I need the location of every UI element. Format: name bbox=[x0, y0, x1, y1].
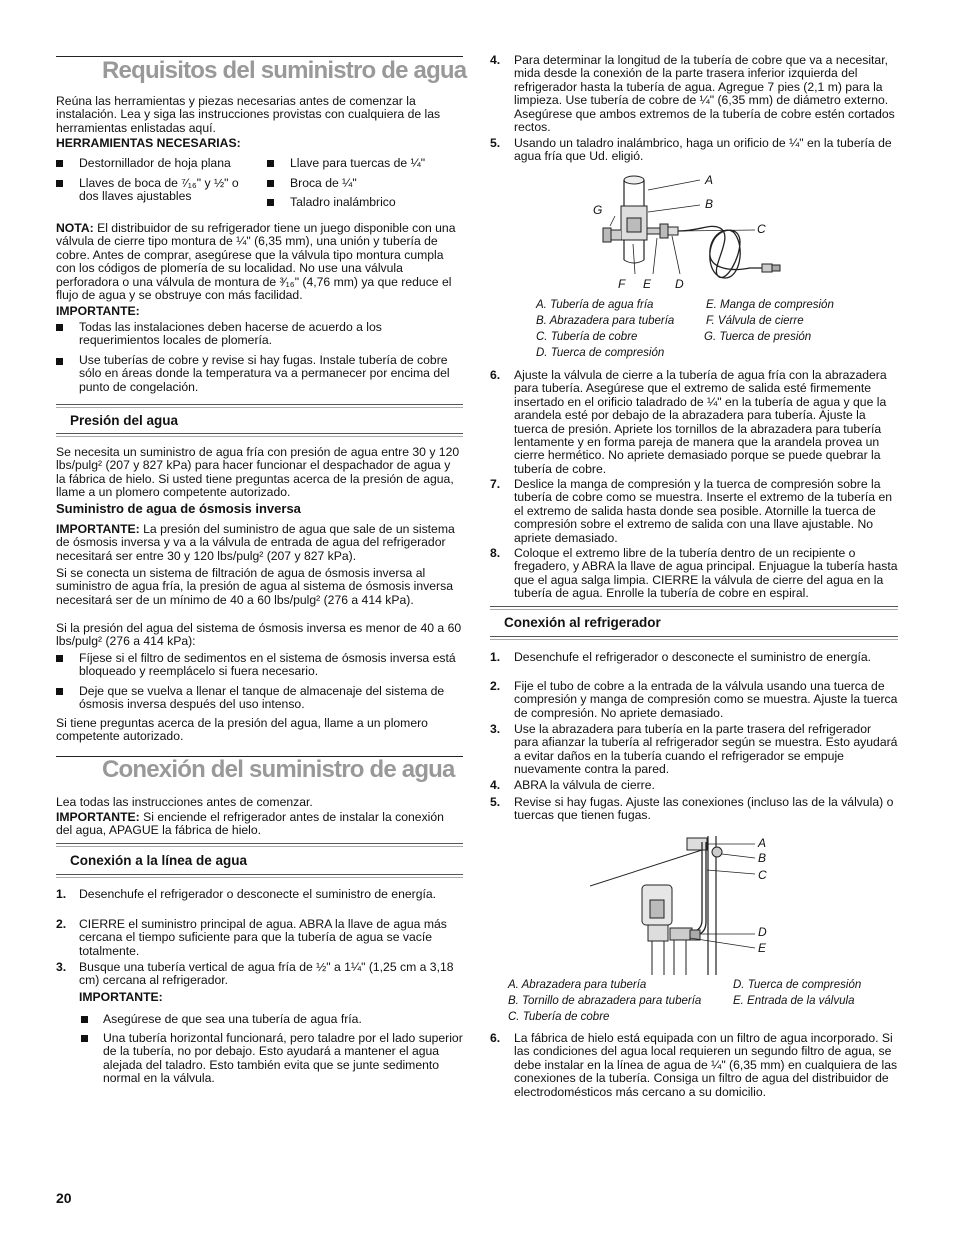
subsection-title-linea: Conexión a la línea de agua bbox=[70, 853, 248, 868]
step-number: 2. bbox=[490, 679, 501, 693]
presion-paragraph: Se necesita un suministro de agua fría con presión de agua entre 30 y 120 lbs/pulg² (207 y 827 kPa) para hacer funcionar el despachador de agua y la fábrica de hielo. Si usted tiene preguntas acerca de la presión de agua, llame a un plomero competente autorizado. bbox=[56, 445, 460, 500]
fig2-label-b: B bbox=[758, 851, 767, 865]
bullet-icon bbox=[56, 180, 63, 187]
bullet-icon bbox=[267, 180, 274, 187]
importante-text: Si enciende el refrigerador antes de instalar la conexión del agua, APAGUE la fábrica de hielo. bbox=[56, 810, 444, 838]
step-number: 3. bbox=[490, 722, 501, 736]
step-text: Ajuste la válvula de cierre a la tubería de agua fría con la abrazadera para tubería. Asegúrese que el extremo de salida esté firmemente insertado en el orificio taladrado de ¼" en la tubería de agua y que la arandela esté por debajo de la abrazadera para tubería. Ajuste la tuerca de presión. Apriete los tornillos de la abrazadera para tubería lentamente y en forma pareja de manera que la arandela provea un cierre hermético. No apriete demasiado porque se puede quebrar la tubería de cobre. bbox=[514, 368, 887, 476]
subsection-rule bbox=[490, 636, 898, 640]
step-text: Revise si hay fugas. Ajuste las conexiones (incluso las de la válvula) o tuercas que tienen fugas. bbox=[514, 795, 894, 823]
subsection-title-presion: Presión del agua bbox=[70, 413, 179, 428]
step-number: 5. bbox=[490, 136, 501, 150]
fig1-label-f: F bbox=[618, 277, 626, 291]
fig2-label-c: C bbox=[758, 868, 767, 882]
section-title-conexion: Conexión del suministro de agua bbox=[102, 756, 455, 783]
bullet-icon bbox=[56, 655, 63, 662]
importante-label: IMPORTANTE: bbox=[56, 522, 140, 536]
step-text: Deslice la manga de compresión y la tuerca de compresión sobre la tubería de cobre como se muestra. Inserte el extremo de la tubería en el extremo de salida hasta donde sea posible. Atornille la tuerca de compresión sobre el extremo de salida con una llave ajustable. No apriete demasiado. bbox=[514, 477, 893, 545]
fig1-label-c: C bbox=[757, 222, 766, 236]
fig1-label-d: D bbox=[675, 277, 684, 291]
fig1-label-b: B bbox=[705, 197, 714, 211]
fig1-caption: E. Manga de compresión bbox=[706, 299, 834, 311]
nota-text: El distribuidor de su refrigerador tiene un juego disponible con una válvula de cierre tipo montura de ¼" (6,35 mm), una unión y tubería de cobre. Antes de comprar, asegúrese que la válvula tipo montura cumpla con los códigos de plomería de su localidad. No use una válvula perforadora o una válvula de montura de ³⁄₁₆" (4,76 mm) ya que reduce el flujo de agua y se obstruye con más facilidad. bbox=[56, 221, 456, 303]
subsection-rule bbox=[490, 606, 898, 610]
subsection-rule bbox=[56, 433, 463, 437]
importante-label: IMPORTANTE: bbox=[79, 990, 163, 1004]
step-number: 7. bbox=[490, 477, 501, 491]
nota-paragraph bbox=[56, 222, 463, 302]
osmosis-importante bbox=[56, 523, 463, 563]
step-number: 1. bbox=[490, 650, 501, 664]
fig1-label-g: G bbox=[593, 203, 603, 217]
tool-item: Broca de ¼" bbox=[290, 176, 357, 190]
subsection-rule bbox=[56, 874, 463, 878]
importante-label: IMPORTANTE: bbox=[56, 810, 140, 824]
step-number: 6. bbox=[490, 1031, 501, 1045]
fig1-caption: D. Tuerca de compresión bbox=[536, 347, 665, 359]
osmosis-bullet: Deje que se vuelva a llenar el tanque de almacenaje del sistema de ósmosis inversa después del uso intenso. bbox=[79, 684, 445, 712]
presion-closing: Si tiene preguntas acerca de la presión del agua, llame a un plomero competente autorizado. bbox=[56, 716, 428, 744]
step-text: La fábrica de hielo está equipada con un filtro de agua incorporado. Si las condiciones del agua local requieren un segundo filtro de agua, se debe instalar en la línea de agua de ¼" (6,35 mm) en cualquiera de las conexiones de la tubería. Consiga un filtro de agua del distribuidor de electrodomésticos más cercano a su domicilio. bbox=[514, 1031, 898, 1099]
step3-bullet: Asegúrese de que sea una tubería de agua fría. bbox=[103, 1012, 362, 1026]
req-bullet: Todas las instalaciones deben hacerse de acuerdo a los requerimientos locales de plomería. bbox=[79, 320, 382, 348]
step-number: 4. bbox=[490, 53, 501, 67]
subsection-rule bbox=[56, 843, 463, 847]
step-number: 5. bbox=[490, 795, 501, 809]
fig1-caption: C. Tubería de cobre bbox=[536, 331, 638, 343]
conexion-intro: Lea todas las instrucciones antes de comenzar. bbox=[56, 795, 313, 809]
step-number: 2. bbox=[56, 917, 67, 931]
osmosis-paragraph: Si la presión del agua del sistema de ósmosis inversa es menor de 40 a 60 lbs/pulg² (276 a 414 kPa): bbox=[56, 621, 462, 649]
bullet-icon bbox=[267, 199, 274, 206]
tool-item: Destornillador de hoja plana bbox=[79, 156, 231, 170]
fig2-caption: B. Tornillo de abrazadera para tubería bbox=[508, 995, 702, 1007]
step-text: Fije el tubo de cobre a la entrada de la válvula usando una tuerca de compresión y manga de compresión como se muestra. Ajuste la tuerca de compresión. No apriete demasiado. bbox=[514, 679, 898, 720]
fig1-caption: B. Abrazadera para tubería bbox=[536, 315, 675, 327]
fig2-label-d: D bbox=[758, 925, 767, 939]
fig1-label-e: E bbox=[643, 277, 652, 291]
section-title-requisitos: Requisitos del suministro de agua bbox=[102, 57, 467, 84]
nota-label: NOTA: bbox=[56, 221, 94, 235]
step-number: 3. bbox=[56, 960, 67, 974]
fig2-caption: E. Entrada de la válvula bbox=[733, 995, 855, 1007]
step-text: Para determinar la longitud de la tubería de cobre que va a necesitar, mida desde la conexión de la parte trasera inferior izquierda del refrigerador hasta la tubería de agua. Agregue 7 pies (2,1 m) para la limpieza. Use tubería de cobre de ¼" (6,35 mm) de diámetro externo. Asegúrese que ambos extremos de la tubería de cobre estén cortados rectos. bbox=[514, 53, 895, 135]
bullet-icon bbox=[56, 358, 63, 365]
fig2-label-e: E bbox=[758, 941, 767, 955]
step-number: 4. bbox=[490, 778, 501, 792]
bullet-icon bbox=[81, 1035, 88, 1042]
step-text: Usando un taladro inalámbrico, haga un orificio de ¼" en la tubería de agua fría que Ud. eligió. bbox=[514, 136, 892, 164]
step-text: Use la abrazadera para tubería en la parte trasera del refrigerador para afianzar la tubería al refrigerador según se muestra. Esto ayudará a evitar daños en la tubería cuando el refrigerador se empuje nuevamente contra la pared. bbox=[514, 722, 898, 777]
shutoff-valve-diagram bbox=[590, 168, 890, 296]
osmosis-bullet: Fíjese si el filtro de sedimentos en el sistema de ósmosis inversa está bloqueado y reemplácelo si fuera necesario. bbox=[79, 651, 456, 679]
fig2-label-a: A bbox=[758, 836, 767, 850]
fig2-caption: D. Tuerca de compresión bbox=[733, 979, 862, 991]
conexion-importante bbox=[56, 811, 463, 838]
bullet-icon bbox=[56, 688, 63, 695]
importante-text: La presión del suministro de agua que sale de un sistema de ósmosis inversa y va a la válvula de entrada de agua del refrigerador necesitará ser entre 30 y 120 lbs/pulg² (207 y 827 kPa). bbox=[56, 522, 455, 563]
osmosis-paragraph: Si se conecta un sistema de filtración de agua de ósmosis inversa al suministro de agua fría, la presión de agua al sistema de ósmosis inversa necesitará ser de un mínimo de 40 a 60 lbs/pulg² (276 a 414 kPa). bbox=[56, 566, 453, 607]
bullet-icon bbox=[267, 160, 274, 167]
tool-item: Llave para tuercas de ¼" bbox=[290, 156, 426, 170]
step-text: Busque una tubería vertical de agua fría de ½" a 1¼" (1,25 cm a 3,18 cm) cercana al refrigerador. bbox=[79, 960, 454, 988]
subsection-title-refrigerador: Conexión al refrigerador bbox=[504, 615, 661, 630]
step-text: ABRA la válvula de cierre. bbox=[514, 778, 655, 792]
step-text: Desenchufe el refrigerador o desconecte el suministro de energía. bbox=[514, 650, 872, 664]
step-text: CIERRE el suministro principal de agua. ABRA la llave de agua más cercana el tiempo suficiente para que la tubería de agua se vacíe totalmente. bbox=[79, 917, 447, 958]
tool-item: Taladro inalámbrico bbox=[290, 195, 396, 209]
fig2-caption: A. Abrazadera para tubería bbox=[508, 979, 647, 991]
tool-item: Llaves de boca de ⁷⁄₁₆" y ½" o dos llaves ajustables bbox=[79, 176, 239, 204]
fig1-caption: F. Válvula de cierre bbox=[706, 315, 804, 327]
step-number: 1. bbox=[56, 887, 67, 901]
bullet-icon bbox=[81, 1016, 88, 1023]
fig1-caption: A. Tubería de agua fría bbox=[536, 299, 654, 311]
step-number: 6. bbox=[490, 368, 501, 382]
fig1-label-a: A bbox=[705, 173, 714, 187]
osmosis-heading: Suministro de agua de ósmosis inversa bbox=[56, 501, 301, 516]
step-text: Desenchufe el refrigerador o desconecte el suministro de energía. bbox=[79, 887, 437, 901]
step-text: Coloque el extremo libre de la tubería dentro de un recipiente o fregadero, y ABRA la llave de agua principal. Enjuague la tubería hasta que el agua salga limpia. CIERRE la válvula de cierre del agua en la tubería de agua. Enrolle la tubería de cobre en espiral. bbox=[514, 546, 898, 601]
step-number: 8. bbox=[490, 546, 501, 560]
fig2-caption: C. Tubería de cobre bbox=[508, 1011, 610, 1023]
refrigerator-valve-diagram bbox=[590, 830, 790, 975]
tools-heading: HERRAMIENTAS NECESARIAS: bbox=[56, 136, 241, 150]
importante-label: IMPORTANTE: bbox=[56, 304, 140, 318]
bullet-icon bbox=[56, 324, 63, 331]
req-bullet: Use tuberías de cobre y revise si hay fugas. Instale tubería de cobre sólo en áreas donde la temperatura va a permanecer por encima del punto de congelación. bbox=[79, 353, 450, 394]
intro-text: Reúna las herramientas y piezas necesarias antes de comenzar la instalación. Lea y siga las instrucciones provistas con cualquiera de las herramientas enlistadas aquí. bbox=[56, 94, 441, 135]
step3-bullet: Una tubería horizontal funcionará, pero taladre por el lado superior de la tubería, no por debajo. Esto ayudará a mantener el agua alejada del taladro. Esto también evita que se junte sedimento normal en la válvula. bbox=[103, 1031, 463, 1086]
bullet-icon bbox=[56, 160, 63, 167]
fig1-caption: G. Tuerca de presión bbox=[704, 331, 812, 343]
page-number: 20 bbox=[56, 1190, 72, 1206]
subsection-rule bbox=[56, 404, 463, 408]
